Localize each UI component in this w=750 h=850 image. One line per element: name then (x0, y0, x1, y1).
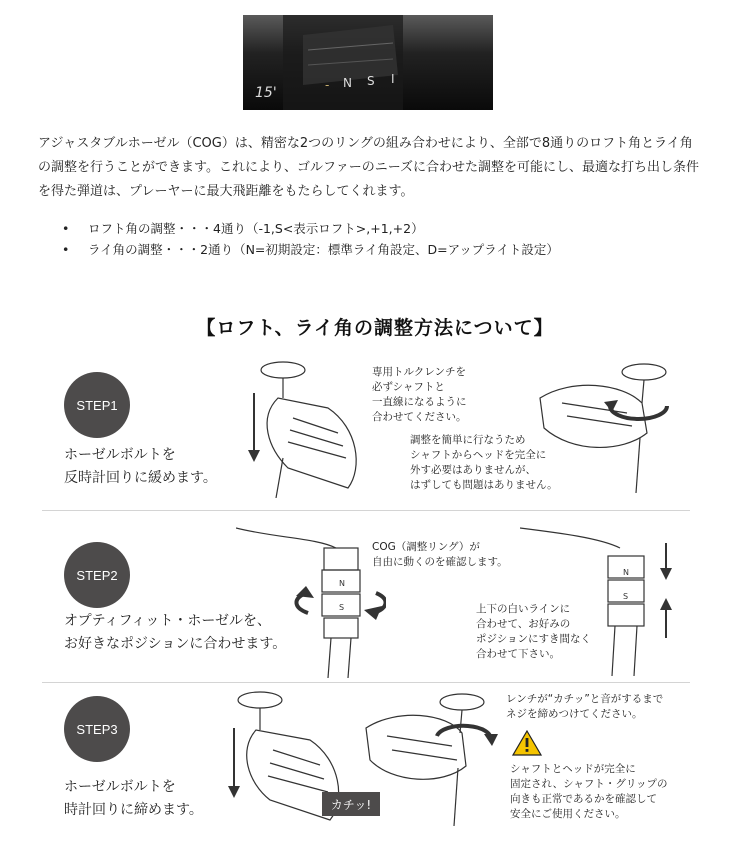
step1-desc-line: ホーゼルボルトを (64, 447, 176, 463)
step3-note-safety (510, 762, 668, 822)
hero-mark-3: S (367, 74, 375, 88)
section-title: 【ロフト、ライ角の調整方法について】 (196, 317, 554, 339)
step2-hosel-illustration (236, 518, 386, 678)
hero-mark-4: I (391, 72, 395, 86)
ring-mark: N (339, 579, 345, 588)
note-line: 自由に動くのを確認します。 (372, 556, 508, 568)
step1-note-wrench (372, 365, 467, 425)
step1-description (64, 444, 217, 490)
step2-alignment-illustration (520, 518, 690, 678)
bullet-dot: • (62, 221, 70, 236)
ring-mark: S (339, 603, 345, 612)
note-line: COG（調整リング）が (372, 541, 480, 553)
step2-desc-line: オプティフィット・ホーゼルを、 (64, 613, 272, 629)
note-line: 専用トルクレンチを (372, 366, 467, 378)
note-line: レンチが“カチッ”と音がするまで (506, 693, 664, 705)
note-line: シャフトからヘッドを完全に (410, 449, 547, 461)
note-line: 合わせてください。 (372, 411, 467, 423)
note-line: ネジを締めつけてください。 (506, 708, 643, 720)
note-line: ポジションにすき間なく (476, 633, 592, 645)
step3-head-illustration (362, 688, 502, 828)
click-sound-label: カチッ! (322, 792, 380, 816)
note-line: はずしても問題はありません。 (410, 479, 558, 491)
note-line: 向きも正常であるかを確認して (510, 793, 657, 805)
bullet-text: ライ角の調整・・・2通り（N=初期設定：標準ライ角設定、D=アップライト設定） (88, 242, 559, 257)
warning-icon (512, 730, 542, 756)
intro-line: の調整を行うことができます。これにより、ゴルファーのニーズに合わせた調整を可能にし、最適な打ち出し条件 (38, 160, 700, 175)
step3-note-click (506, 692, 663, 722)
step1-desc-line: 反時計回りに緩めます。 (64, 470, 217, 486)
bullet-text: ロフト角の調整・・・4通り（-1,S<表示ロフト>,+1,+2） (88, 221, 424, 236)
ring-mark: N (623, 568, 629, 577)
hero-mark-1: - (325, 78, 330, 92)
note-line: 安全にご使用ください。 (510, 808, 626, 820)
note-line: 一直線になるように (372, 396, 467, 408)
step2-badge: STEP2 (64, 542, 130, 608)
bullet-lie (62, 240, 559, 260)
intro-line: アジャスタブルホーゼル（COG）は、精密な2つのリングの組み合わせにより、全部で8通りのロフト角とライ角 (38, 136, 693, 151)
step-separator (42, 510, 690, 511)
step3-badge: STEP3 (64, 696, 130, 762)
note-line: 調整を簡単に行なうため (410, 434, 526, 446)
step1-driver-illustration (238, 358, 368, 498)
note-line: 合わせて、お好みの (476, 618, 571, 630)
note-line: シャフトとヘッドが完全に (510, 763, 636, 775)
step3-description (64, 776, 203, 822)
hero-mark-2: N (343, 76, 352, 90)
step2-note-ring (372, 540, 508, 570)
hosel-product-photo (243, 15, 493, 110)
step3-desc-line: 時計回りに締めます。 (64, 802, 203, 818)
step2-desc-line: お好きなポジションに合わせます。 (64, 636, 287, 652)
intro-paragraph (38, 132, 728, 204)
bullet-dot: • (62, 242, 70, 257)
note-line: 上下の白いラインに (476, 603, 571, 615)
note-line: 外す必要はありませんが、 (410, 464, 536, 476)
intro-line: を得た弾道は、プレーヤーに最大飛距離をもたらしてくれます。 (38, 184, 414, 199)
step-separator (42, 682, 690, 683)
step1-head-illustration (532, 358, 702, 498)
hero-mark-0: 15' (255, 85, 277, 101)
note-line: 合わせて下さい。 (476, 648, 560, 660)
step3-desc-line: ホーゼルボルトを (64, 779, 176, 795)
note-line: 必ずシャフトと (372, 381, 445, 393)
ring-mark: S (623, 592, 629, 601)
step1-badge: STEP1 (64, 372, 130, 438)
note-line: 固定され、シャフト・グリップの (510, 778, 668, 790)
bullet-loft (62, 219, 424, 239)
